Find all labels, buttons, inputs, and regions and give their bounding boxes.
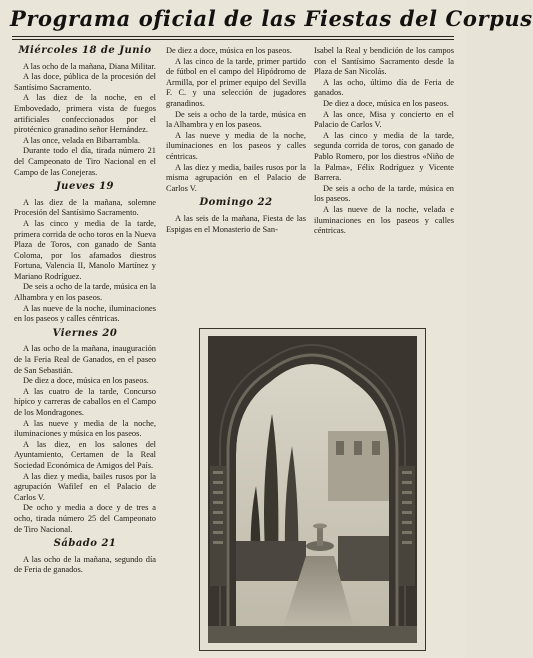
day-heading-miercoles-18-de-junio: Miércoles 18 de Junio bbox=[18, 45, 152, 56]
title-rule-bottom bbox=[12, 39, 454, 40]
program-entry: De diez a doce, música en los paseos. bbox=[23, 376, 149, 386]
program-entry: A las doce, pública de la procesión del Santísimo Sacramento. bbox=[14, 72, 156, 92]
program-entry: A las cinco de la tarde, primer partido de fútbol en el campo del Hipódromo de Armilla, por el primer equipo del Sevilla F. C. y una selección de jugadores granadinos. bbox=[166, 56, 306, 108]
program-entry: A las diez y media, bailes rusos por la agrupación Wafilef en el Palacio de Carlos V. bbox=[14, 471, 156, 502]
program-entry: De ocho y media a doce y de tres a ocho, tirada número 25 del Campeonato de Tiro Nacional. bbox=[14, 503, 156, 534]
program-entry: A las diez y media, bailes rusos por la misma agrupación en el Palacio de Carlos V. bbox=[166, 162, 306, 193]
program-entry: A las diez de la noche, en el Embovedado, primera vista de fuegos artificiales confeccionados por el pirotécnico granadino señor Hernández. bbox=[14, 93, 156, 135]
program-entry: A las diez, en los salones del Ayuntamiento, Certamen de la Real Sociedad Económica de Amigos del País. bbox=[14, 439, 156, 470]
program-entry: De diez a doce, música en los paseos. bbox=[166, 46, 292, 55]
alhambra-garden-photo bbox=[208, 336, 417, 643]
day-heading-domingo-22: Domingo 22 bbox=[199, 197, 273, 209]
program-entry: A las cinco y media de la tarde, segunda corrida de toros, con ganado de Pablo Romero, por los diestros «Niño de la Palma», Félix Rodríguez y Vicente Barrera. bbox=[314, 130, 454, 183]
program-entry: A las ocho, último día de Feria de ganados. bbox=[314, 77, 454, 98]
program-entry: Isabel la Real y bendición de los campos con el Santísimo Sacramento desde la Plaza de San Nicolás. bbox=[314, 46, 454, 77]
program-entry: A las cuatro de la tarde, Concurso hípico y carreras de caballos en el Campo de los Mondragones. bbox=[14, 386, 156, 417]
day-heading-jueves-19: Jueves 19 bbox=[55, 181, 115, 193]
program-entry: A las nueve de la noche, iluminaciones en los paseos y calles céntricas. bbox=[14, 303, 156, 324]
program-entry: De diez a doce, música en los paseos. bbox=[323, 98, 449, 108]
program-entry: A las diez de la mañana, solemne Procesión del Santísimo Sacramento. bbox=[14, 197, 156, 218]
program-entry: De seis a ocho de la tarde, música en la Alhambra y en los paseos. bbox=[166, 109, 306, 130]
program-entry: A las cinco y media de la tarde, primera corrida de ocho toros en la Nueva Plaza de Toros, con ganado de Santa Coloma, por los afamados diestros Fortuna, Valencia II, Manolo Martínez y Mariano Rodríguez. bbox=[14, 218, 156, 281]
program-entry: A las ocho de la mañana, Diana Militar. bbox=[23, 61, 156, 71]
program-entry: De seis a ocho de la tarde, música en los paseos. bbox=[314, 183, 454, 204]
program-column-3 bbox=[314, 46, 454, 237]
program-column-1 bbox=[14, 46, 156, 576]
program-entry: A las once, velada en Bibarrambla. bbox=[23, 135, 140, 145]
program-entry: De seis a ocho de la tarde, música en la Alhambra y en los paseos. bbox=[14, 282, 156, 303]
program-entry: A las ocho de la mañana, inauguración de la Feria Real de Ganados, en el paseo de San Sebastián. bbox=[14, 344, 156, 375]
page-title: Programa oficial de las Fiestas del Corpus bbox=[10, 6, 533, 31]
program-entry: A las nueve de la noche, velada e iluminaciones en los paseos y calles céntricas. bbox=[314, 204, 454, 236]
program-entry: A las ocho de la mañana, segundo día de Feria de ganados. bbox=[14, 554, 156, 575]
program-entry: A las seis de la mañana, Fiesta de las Espigas en el Monasterio de San- bbox=[166, 213, 306, 234]
program-column-2 bbox=[166, 46, 306, 235]
day-heading-viernes-20: Viernes 20 bbox=[52, 327, 118, 339]
program-entry: A las nueve y media de la noche, iluminaciones en los paseos y calles céntricas. bbox=[166, 130, 306, 161]
day-heading-sabado-21: Sábado 21 bbox=[53, 538, 117, 550]
program-entry: A las once, Misa y concierto en el Palacio de Carlos V. bbox=[314, 109, 454, 130]
program-entry: A las nueve y media de la noche, iluminaciones y música en los paseos. bbox=[14, 418, 156, 439]
photo-frame bbox=[199, 328, 426, 651]
program-entry: Durante todo el día, tirada número 21 del Campeonato de Tiro Nacional en el Campo de las Conejeras. bbox=[14, 146, 156, 177]
title-rule-top bbox=[12, 36, 454, 37]
